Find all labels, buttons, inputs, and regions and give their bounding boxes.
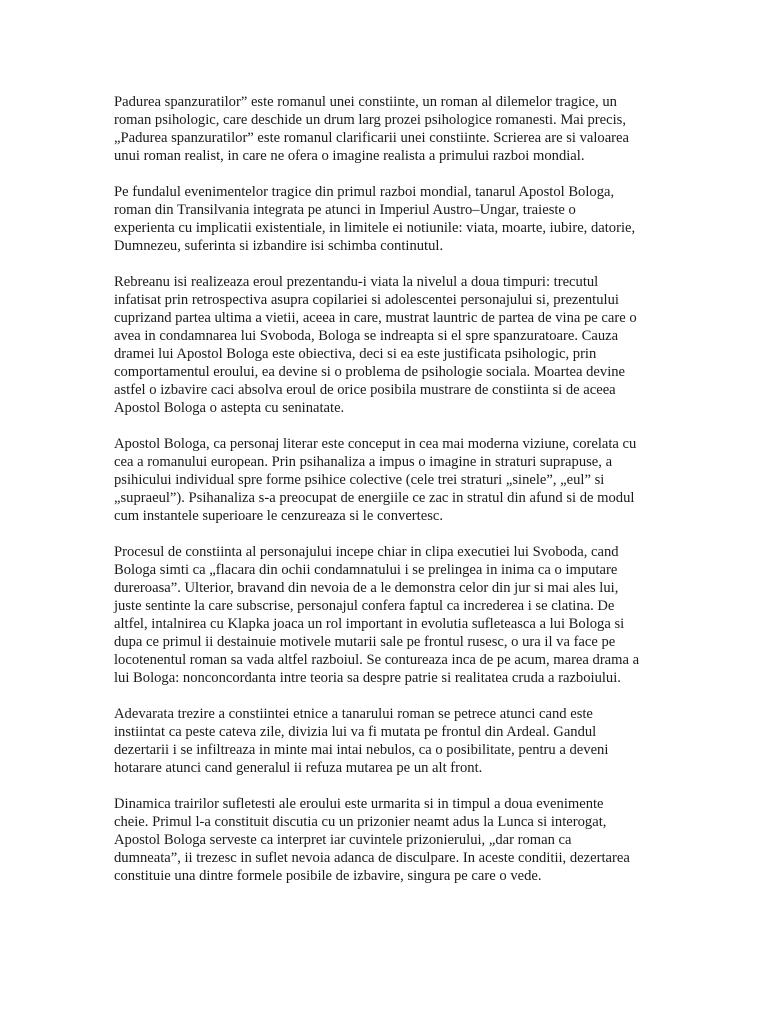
text-line: „Padurea spanzuratilor” este romanul clarificarii unei constiinte. Scrierea are si valoarea bbox=[114, 130, 629, 146]
text-line: cum instantele superioare le cenzureaza si le convertesc. bbox=[114, 508, 444, 524]
paragraph-1 bbox=[114, 93, 660, 165]
text-line: dumneata”, ii trezesc in suflet nevoia adanca de disculpare. In aceste conditii, dezertarea bbox=[114, 850, 630, 866]
text-line: cea a romanului european. Prin psihanaliza a impus o imagine in straturi suprapuse, a bbox=[114, 454, 613, 470]
text-line: Apostol Bologa o astepta cu seninatate. bbox=[114, 400, 345, 416]
text-line: „supraeul”). Psihanaliza s-a preocupat de energiile ce zac in stratul din afund si de modul bbox=[114, 490, 635, 506]
text-line: infatisat prin retrospectiva asupra copilariei si adolescentei personajului si, prezentului bbox=[114, 292, 619, 308]
text-line: Dinamica trairilor sufletesti ale eroului este urmarita si in timpul a doua evenimente bbox=[114, 796, 604, 812]
text-line: dureroasa”. Ulterior, bravand din nevoia de a le demonstra celor din jur si mai ales lui, bbox=[114, 580, 619, 596]
text-line: constituie una dintre formele posibile de izbavire, singura pe care o vede. bbox=[114, 868, 542, 884]
text-line: comportamentul eroului, ea devine si o problema de psihologie sociala. Moartea devine bbox=[114, 364, 626, 380]
paragraph-2 bbox=[114, 183, 660, 255]
text-line: locotenentul roman sa vada altfel razboiul. Se contureaza inca de pe acum, marea drama a bbox=[114, 652, 640, 668]
text-line: juste sentinte la care subscrise, personajul confera faptul ca increderea i se clatina. De bbox=[114, 598, 615, 614]
text-line: dramei lui Apostol Bologa este obiectiva, deci si ea este justificata psihologic, prin bbox=[114, 346, 597, 362]
text-line: Dumnezeu, suferinta si izbandire isi schimba continutul. bbox=[114, 238, 444, 254]
text-line: psihicului individual spre forme psihice colective (cele trei straturi „sinele”, „eul” si bbox=[114, 472, 605, 488]
paragraph-3 bbox=[114, 273, 660, 417]
text-line: Procesul de constiinta al personajului incepe chiar in clipa executiei lui Svoboda, cand bbox=[114, 544, 619, 560]
paragraph-5 bbox=[114, 543, 660, 687]
text-line: altfel, intalnirea cu Klapka joaca un rol important in evolutia sufleteasca a lui Bologa si bbox=[114, 616, 625, 632]
document-page bbox=[114, 93, 660, 903]
text-line: astfel o izbavire caci absolva eroul de orice posibila mustrare de constiinta si de aceea bbox=[114, 382, 616, 398]
text-line: avea in condamnarea lui Svoboda, Bologa se indreapta si el spre spanzuratoare. Cauza bbox=[114, 328, 619, 344]
text-line: Rebreanu isi realizeaza eroul prezentandu-i viata la nivelul a doua timpuri: trecutul bbox=[114, 274, 599, 290]
text-line: cheie. Primul l-a constituit discutia cu un prizonier neamt adus la Lunca si interogat, bbox=[114, 814, 607, 830]
text-line: Adevarata trezire a constiintei etnice a tanarului roman se petrece atunci cand este bbox=[114, 706, 593, 722]
text-line: unui roman realist, in care ne ofera o imagine realista a primului razboi mondial. bbox=[114, 148, 585, 164]
text-line: instiintat ca peste cateva zile, divizia lui va fi mutata pe frontul din Ardeal. Gandul bbox=[114, 724, 597, 740]
text-line: roman psihologic, care deschide un drum larg prozei psihologice romanesti. Mai precis, bbox=[114, 112, 626, 128]
text-line: Apostol Bologa serveste ca interpret iar cuvintele prizonierului, „dar roman ca bbox=[114, 832, 572, 848]
paragraph-6 bbox=[114, 705, 660, 777]
text-line: dezertarii i se infiltreaza in minte mai intai nebulos, ca o posibilitate, pentru a deveni bbox=[114, 742, 609, 758]
text-line: Pe fundalul evenimentelor tragice din primul razboi mondial, tanarul Apostol Bologa, bbox=[114, 184, 615, 200]
text-line: experienta cu implicatii existentiale, in limitele ei notiunile: viata, moarte, iubire, datorie, bbox=[114, 220, 636, 236]
text-line: lui Bologa: nonconcordanta intre teoria sa despre patrie si realitatea cruda a razboiului. bbox=[114, 670, 621, 686]
paragraph-7 bbox=[114, 795, 660, 885]
text-line: roman din Transilvania integrata pe atunci in Imperiul Austro–Ungar, traieste o bbox=[114, 202, 576, 218]
paragraph-4 bbox=[114, 435, 660, 525]
text-line: cuprizand partea ultima a vietii, aceea in care, mustrat launtric de partea de vina pe care o bbox=[114, 310, 637, 326]
text-line: Bologa simti ca „flacara din ochii condamnatului i se prelingea in inima ca o imputare bbox=[114, 562, 618, 578]
text-line: Padurea spanzuratilor” este romanul unei constiinte, un roman al dilemelor tragice, un bbox=[114, 94, 617, 110]
text-line: dupa ce primul ii destainuie motivele mutarii sale pe frontul rusesc, o ura il va face pe bbox=[114, 634, 616, 650]
text-line: hotarare atunci cand generalul ii refuza mutarea pe un alt front. bbox=[114, 760, 483, 776]
text-line: Apostol Bologa, ca personaj literar este conceput in cea mai moderna viziune, corelata cu bbox=[114, 436, 637, 452]
